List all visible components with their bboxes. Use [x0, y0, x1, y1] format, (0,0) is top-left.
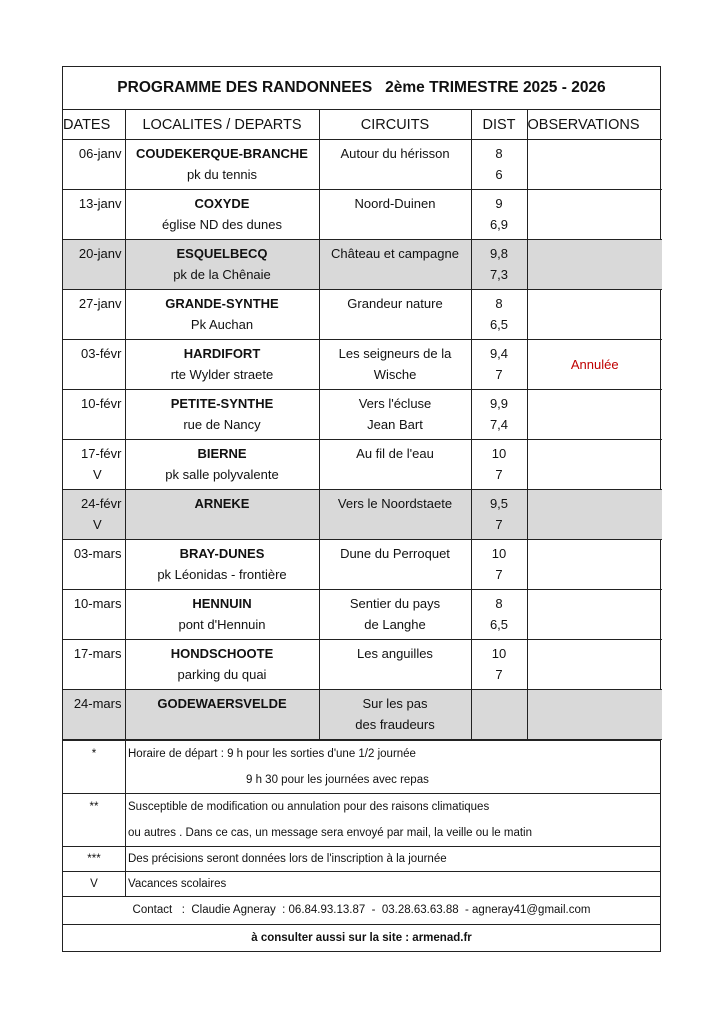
- note-text: Des précisions seront données lors de l'inscription à la journée: [128, 853, 447, 865]
- distance-long: 8: [495, 146, 503, 161]
- distance-cell: [471, 540, 527, 590]
- holiday-mark: [63, 315, 125, 340]
- distance-short: 6,9: [489, 216, 509, 232]
- date: 24-févr: [81, 496, 122, 511]
- circuit-line-1: Vers le Noordstaete: [337, 496, 453, 511]
- circuit-cell: [319, 540, 471, 590]
- distance-cell: [471, 140, 527, 190]
- note-mark: ***: [63, 847, 126, 871]
- observation-cell: [527, 140, 662, 190]
- distance-short: 7: [495, 516, 503, 532]
- table-row: [63, 140, 662, 190]
- circuit-line-1: Autour du hérisson: [340, 146, 450, 161]
- locality: HONDSCHOOTE: [170, 646, 274, 661]
- date-cell: [63, 240, 125, 290]
- date-cell: [63, 440, 125, 490]
- observation-cell: [527, 540, 662, 590]
- circuit-line-1: Château et campagne: [331, 246, 459, 261]
- locality-cell: [125, 340, 319, 390]
- locality-cell: [125, 190, 319, 240]
- departure: pk de la Chênaie: [173, 266, 271, 282]
- circuit-cell: [319, 290, 471, 340]
- distance-long: 9,4: [489, 346, 509, 361]
- holiday-mark: [63, 215, 125, 240]
- observation-cell: [527, 190, 662, 240]
- holiday-mark: [63, 265, 125, 290]
- distance-cell: [471, 390, 527, 440]
- locality: COXYDE: [194, 196, 250, 211]
- date-cell: [63, 190, 125, 240]
- circuit-cell: [319, 590, 471, 640]
- departure: pont d'Hennuin: [178, 616, 266, 632]
- departure: église ND des dunes: [162, 216, 282, 232]
- distance-cell: [471, 190, 527, 240]
- distance-long: 9: [495, 196, 503, 211]
- header-observations: OBSERVATIONS: [527, 110, 662, 140]
- circuit-cell: [319, 490, 471, 540]
- distance-short: 7: [495, 666, 503, 682]
- circuit-line-1: Noord-Duinen: [354, 196, 436, 211]
- table-row: [63, 540, 662, 590]
- table-row: [63, 440, 662, 490]
- table-row: [63, 490, 662, 540]
- date-cell: [63, 140, 125, 190]
- locality: COUDEKERQUE-BRANCHE: [136, 146, 308, 161]
- note-item: [63, 741, 660, 794]
- circuit-line-2: Wische: [373, 366, 417, 382]
- date: 27-janv: [78, 296, 122, 311]
- observation-text: Annulée: [570, 357, 619, 372]
- distance-short: 7: [495, 466, 503, 482]
- note-body: [126, 872, 660, 896]
- distance-cell: [471, 290, 527, 340]
- observation-cell: [527, 690, 662, 740]
- date-cell: [63, 340, 125, 390]
- distance-long: 10: [491, 546, 507, 561]
- observation-cell: [527, 290, 662, 340]
- note-body: [126, 741, 660, 793]
- holiday-mark: [63, 665, 125, 690]
- holiday-mark: V: [93, 466, 102, 482]
- header-dates: DATES: [63, 110, 125, 140]
- date-cell: [63, 690, 125, 740]
- circuit-line-2: des fraudeurs: [355, 716, 435, 732]
- date-cell: [63, 290, 125, 340]
- observation-cell: [527, 590, 662, 640]
- locality: BIERNE: [197, 446, 247, 461]
- note-item: [63, 794, 660, 847]
- table-row: [63, 240, 662, 290]
- distance-cell: [471, 240, 527, 290]
- circuit-cell: [319, 440, 471, 490]
- holiday-mark: [63, 415, 125, 440]
- circuit-line-2: [320, 215, 471, 240]
- circuit-line-2: [320, 515, 471, 540]
- circuit-cell: [319, 690, 471, 740]
- note-body: [126, 794, 660, 846]
- circuit-line-1: Les anguilles: [357, 646, 433, 661]
- note-mark: **: [63, 794, 126, 846]
- locality: GRANDE-SYNTHE: [165, 296, 279, 311]
- distance-long: 9,9: [489, 396, 509, 411]
- observation-cell: [527, 340, 662, 390]
- holiday-mark: [63, 615, 125, 640]
- locality-cell: [125, 290, 319, 340]
- circuit-line-2: [320, 565, 471, 590]
- distance-long: 8: [495, 596, 503, 611]
- note-text: Vacances scolaires: [128, 878, 227, 890]
- date: 13-janv: [78, 196, 122, 211]
- holiday-mark: [63, 365, 125, 390]
- distance-cell: [471, 640, 527, 690]
- departure: pk Léonidas - frontière: [157, 566, 287, 582]
- locality: HENNUIN: [192, 596, 252, 611]
- locality-cell: [125, 640, 319, 690]
- locality-cell: [125, 590, 319, 640]
- locality: BRAY-DUNES: [179, 546, 265, 561]
- table-row: [63, 290, 662, 340]
- distance-long: 8: [495, 296, 503, 311]
- locality-cell: [125, 240, 319, 290]
- table-row: [63, 390, 662, 440]
- observation-cell: [527, 640, 662, 690]
- table-row: [63, 340, 662, 390]
- locality-cell: [125, 140, 319, 190]
- departure: Pk Auchan: [190, 316, 254, 332]
- table-row: [63, 640, 662, 690]
- distance-short: [472, 715, 527, 740]
- distance-long: 9,8: [489, 246, 509, 261]
- distance-cell: [471, 340, 527, 390]
- note-mark: V: [63, 872, 126, 896]
- note-text: Susceptible de modification ou annulation pour des raisons climatiques: [128, 801, 490, 813]
- date: 03-févr: [81, 346, 122, 361]
- notes-section: [63, 740, 660, 897]
- note-item: [63, 847, 660, 872]
- locality-cell: [125, 690, 319, 740]
- header-circuits: CIRCUITS: [319, 110, 471, 140]
- departure: parking du quai: [177, 666, 267, 682]
- date-cell: [63, 390, 125, 440]
- date: 24-mars: [73, 696, 122, 711]
- circuit-line-2: [320, 465, 471, 490]
- schedule-table: [63, 110, 662, 740]
- date: 20-janv: [78, 246, 122, 261]
- distance-short: 6,5: [489, 316, 509, 332]
- date: 06-janv: [78, 146, 122, 161]
- date-cell: [63, 640, 125, 690]
- locality: ESQUELBECQ: [176, 246, 268, 261]
- locality: PETITE-SYNTHE: [170, 396, 274, 411]
- circuit-cell: [319, 190, 471, 240]
- departure: rte Wylder straete: [170, 366, 274, 382]
- note-item: [63, 872, 660, 897]
- date-cell: [63, 490, 125, 540]
- distance-long: 10: [491, 646, 507, 661]
- observation-cell: [527, 490, 662, 540]
- holiday-mark: [63, 565, 125, 590]
- locality-cell: [125, 390, 319, 440]
- distance-cell: [471, 490, 527, 540]
- contact-line: Contact : Claudie Agneray : 06.84.93.13.87 - 03.28.63.63.88 - agneray41@gmail.com: [63, 897, 660, 925]
- locality-cell: [125, 440, 319, 490]
- program-sheet: [62, 66, 661, 952]
- departure: [126, 515, 319, 540]
- note-text: Horaire de départ : 9 h pour les sorties d'une 1/2 journée: [128, 748, 416, 760]
- distance-long: 9,5: [489, 496, 509, 511]
- distance-short: 6,5: [489, 616, 509, 632]
- circuit-line-1: Les seigneurs de la: [338, 346, 452, 361]
- departure: rue de Nancy: [183, 416, 261, 432]
- circuit-line-1: Sur les pas: [362, 696, 428, 711]
- distance-short: 7,4: [489, 416, 509, 432]
- circuit-line-1: Vers l'écluse: [358, 396, 432, 411]
- circuit-line-1: Au fil de l'eau: [356, 446, 434, 461]
- table-row: [63, 690, 662, 740]
- holiday-mark: V: [93, 516, 102, 532]
- circuit-cell: [319, 240, 471, 290]
- date: 17-mars: [73, 646, 122, 661]
- distance-short: 7,3: [489, 266, 509, 282]
- distance-long: 10: [491, 446, 507, 461]
- circuit-line-1: Sentier du pays: [349, 596, 441, 611]
- note-body: [126, 847, 660, 871]
- note-text: ou autres . Dans ce cas, un message sera envoyé par mail, la veille ou le matin: [128, 827, 532, 839]
- table-row: [63, 190, 662, 240]
- departure: [126, 715, 319, 740]
- circuit-line-1: Grandeur nature: [347, 296, 443, 311]
- distance-cell: [471, 690, 527, 740]
- distance-short: 6: [495, 166, 503, 182]
- note-mark: *: [63, 741, 126, 793]
- date-cell: [63, 540, 125, 590]
- departure: pk du tennis: [186, 166, 258, 182]
- distance-long: [472, 690, 527, 715]
- distance-cell: [471, 440, 527, 490]
- circuit-line-2: [320, 665, 471, 690]
- circuit-cell: [319, 340, 471, 390]
- header-localities: LOCALITES / DEPARTS: [125, 110, 319, 140]
- circuit-line-2: [320, 165, 471, 190]
- holiday-mark: [63, 165, 125, 190]
- locality: HARDIFORT: [183, 346, 261, 361]
- circuit-cell: [319, 390, 471, 440]
- date: 10-févr: [81, 396, 122, 411]
- circuit-line-2: [320, 265, 471, 290]
- locality: GODEWAERSVELDE: [157, 696, 287, 711]
- header-dist: DIST: [471, 110, 527, 140]
- distance-short: 7: [495, 366, 503, 382]
- observation-cell: [527, 390, 662, 440]
- circuit-cell: [319, 640, 471, 690]
- date: 10-mars: [73, 596, 122, 611]
- page-title: PROGRAMME DES RANDONNEES 2ème TRIMESTRE 2025 - 2026: [63, 67, 660, 110]
- circuit-line-2: Jean Bart: [367, 416, 423, 432]
- note-text: 9 h 30 pour les journées avec repas: [246, 774, 429, 786]
- locality: ARNEKE: [194, 496, 250, 511]
- website-line: à consulter aussi sur la site : armenad.fr: [251, 932, 472, 944]
- date-cell: [63, 590, 125, 640]
- observation-cell: [527, 240, 662, 290]
- header-row: [63, 110, 662, 140]
- distance-cell: [471, 590, 527, 640]
- circuit-line-1: Dune du Perroquet: [340, 546, 450, 561]
- circuit-line-2: de Langhe: [364, 616, 426, 632]
- table-row: [63, 590, 662, 640]
- holiday-mark: [63, 715, 125, 740]
- circuit-line-2: [320, 315, 471, 340]
- observation-cell: [527, 440, 662, 490]
- locality-cell: [125, 540, 319, 590]
- date: 03-mars: [73, 546, 122, 561]
- circuit-cell: [319, 140, 471, 190]
- locality-cell: [125, 490, 319, 540]
- distance-short: 7: [495, 566, 503, 582]
- departure: pk salle polyvalente: [165, 466, 279, 482]
- date: 17-févr: [81, 446, 122, 461]
